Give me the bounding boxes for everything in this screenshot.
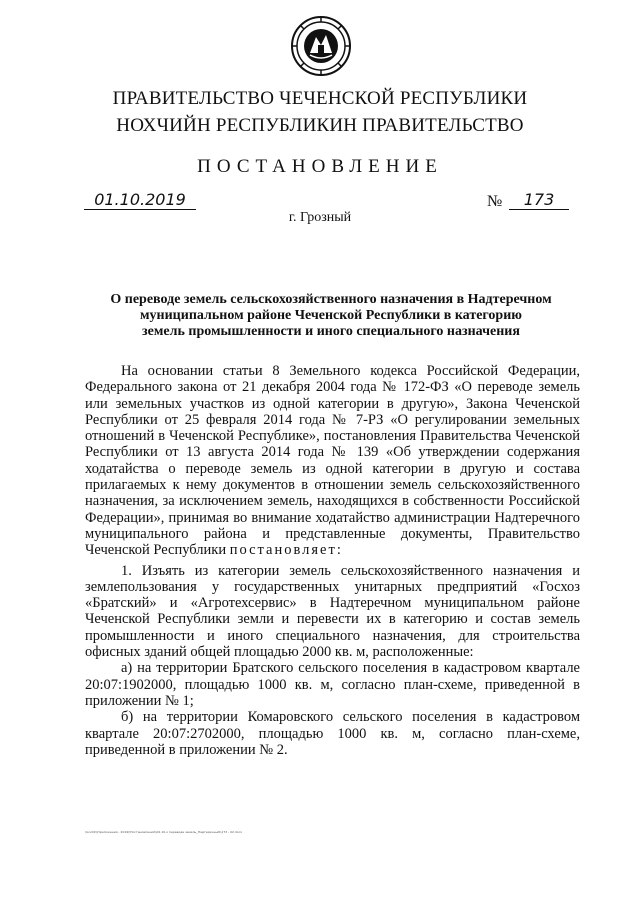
government-title-ru: ПРАВИТЕЛЬСТВО ЧЕЧЕНСКОЙ РЕСПУБЛИКИ — [112, 88, 528, 109]
document-number: 173 — [509, 190, 569, 210]
heading-line: земель промышленности и иного специального назначения — [142, 324, 520, 339]
preamble-text: На основании статьи 8 Земельного кодекса Российской Федерации, Федерального закона от 21 декабря 2004 года № 172-ФЗ «О переводе земель или земельных участков из одной категории в другую», Закона Чеченской Республики от 25 февраля 2014 года № 7-РЗ «О регулировании земельных отношений в Чеченской Республике», постановления Правительства Чеченской Республики от 13 августа 2014 года № 139 «Об утверждении содержания ходатайства о переводе земель из одной категории в другую и состава прилагаемых к нему документов в отношении земель сельскохозяйственного назначения, за исключением земель, находящихся в собственности Российской Федерации», принимая во внимание ходатайство администрации Надтеречного муниципального района и представленные документы, Правительство Чеченской Республики — [85, 363, 580, 559]
document-type: ПОСТАНОВЛЕНИЕ — [197, 156, 443, 177]
number-label: № — [487, 193, 503, 210]
preamble-paragraph — [85, 363, 580, 559]
heading-line: муниципальном районе Чеченской Республики в категорию — [140, 308, 522, 323]
document-heading — [96, 292, 566, 340]
item-1-paragraph: 1. Изъять из категории земель сельскохозяйственного назначения и землепользования у государственных унитарных предприятий «Госхоз «Братский» и «Агротехсервис» в Надтеречном муниципальном районе Чеченской Республики земли и перевести их в категорию и состав земель промышленности и иного специального назначения, для строительства офисных зданий общей площадью 2000 кв. м, расположенные: — [85, 562, 580, 661]
heading-line: О переводе земель сельскохозяйственного назначения в Надтеречном — [110, 292, 552, 307]
coat-of-arms-icon — [290, 15, 352, 77]
government-title-ce: НОХЧИЙН РЕСПУБЛИКИН ПРАВИТЕЛЬСТВО — [116, 115, 524, 136]
document-date: 01.10.2019 — [84, 190, 196, 210]
item-1a-paragraph: а) на территории Братского сельского поселения в кадастровом квартале 20:07:1902000, площадью 1000 кв. м, согласно план-схеме, приведенной в приложении № 1; — [85, 660, 580, 709]
item-1b-paragraph: б) на территории Комаровского сельского поселения в кадастровом квартале 20:07:2702000, площадью 1000 кв. м, согласно план-схеме, приведенной в приложении № 2. — [85, 709, 580, 758]
city: г. Грозный — [288, 210, 352, 225]
resolves-text: постановляет: — [229, 542, 343, 559]
document-body — [85, 363, 580, 758]
file-path-footer: \\srv01\\Приложения - 2019\\Постановления\\01.10-о переводе земель_Надтеречный\\173 - 02.docx — [85, 830, 243, 834]
